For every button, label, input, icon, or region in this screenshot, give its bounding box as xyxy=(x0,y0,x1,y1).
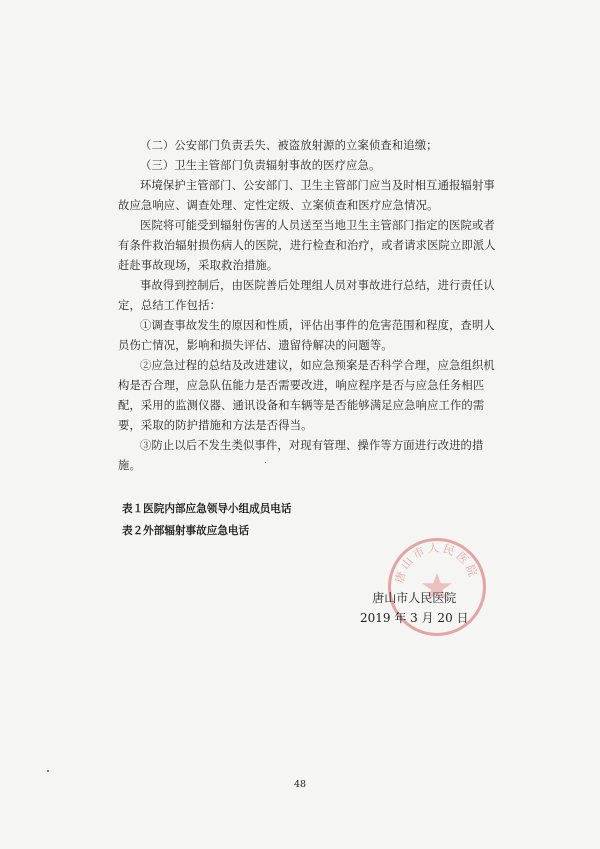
scan-speck xyxy=(265,462,266,463)
paragraph-mutual-notification: 环境保护主管部门、公安部门、卫生主管部门应当及时相互通报辐射事故应急响应、调查处理、定性定级、立案侦查和医疗应急情况。 xyxy=(118,179,495,212)
signature-block xyxy=(360,588,469,628)
attachment-item: 表２外部辐射事故应急电话 xyxy=(122,525,250,537)
paragraph-item-3: ③防止以后不发生类似事件，对现有管理、操作等方面进行改进的措施。 xyxy=(118,439,484,472)
scan-speck xyxy=(47,770,49,772)
signature-org: 唐山市人民医院 xyxy=(372,591,457,605)
paragraph-health-dept: （三）卫生主管部门负责辐射事故的医疗应急。 xyxy=(140,159,381,172)
paragraph-item-2: ②应急过程的总结及改进建议，如应急预案是否科学合理，应急组织机构是否合理，应急队伍能力是否需要改进，响应程序是否与应急任务相匹配，采用的监测仪器、通讯设备和车辆等是否能够满足应急响应工作的需要，采取的防护措施和方法是否得当。 xyxy=(118,359,495,432)
paragraph-medical-treatment: 医院将可能受到辐射伤害的人员送至当地卫生主管部门指定的医院或者有条件救治辐射损伤病人的医院，进行检查和治疗，或者请求医院立即派人赶赴事故现场，采取救治措施。 xyxy=(118,219,496,272)
signature-date: 2019 年 3 月 20 日 xyxy=(360,611,469,625)
paragraph-public-security: （二）公安部门负责丢失、被盗放射源的立案侦查和追缴； xyxy=(140,139,438,152)
page-number: 48 xyxy=(293,779,307,790)
attachment-item: 表１医院内部应急领导小组成员电话 xyxy=(122,503,292,515)
document-body xyxy=(118,136,504,476)
paragraph-summary-intro: 事故得到控制后，由医院善后处理组人员对事故进行总结，进行责任认定，总结工作包括： xyxy=(118,279,495,312)
attachment-list xyxy=(122,498,292,542)
paragraph-item-1: ①调查事故发生的原因和性质，评估出事件的危害范围和程度，查明人员伤亡情况，影响和损失评估、遗留待解决的问题等。 xyxy=(118,319,495,352)
svg-text:唐山市人民医院: 唐山市人民医院 xyxy=(392,541,481,585)
